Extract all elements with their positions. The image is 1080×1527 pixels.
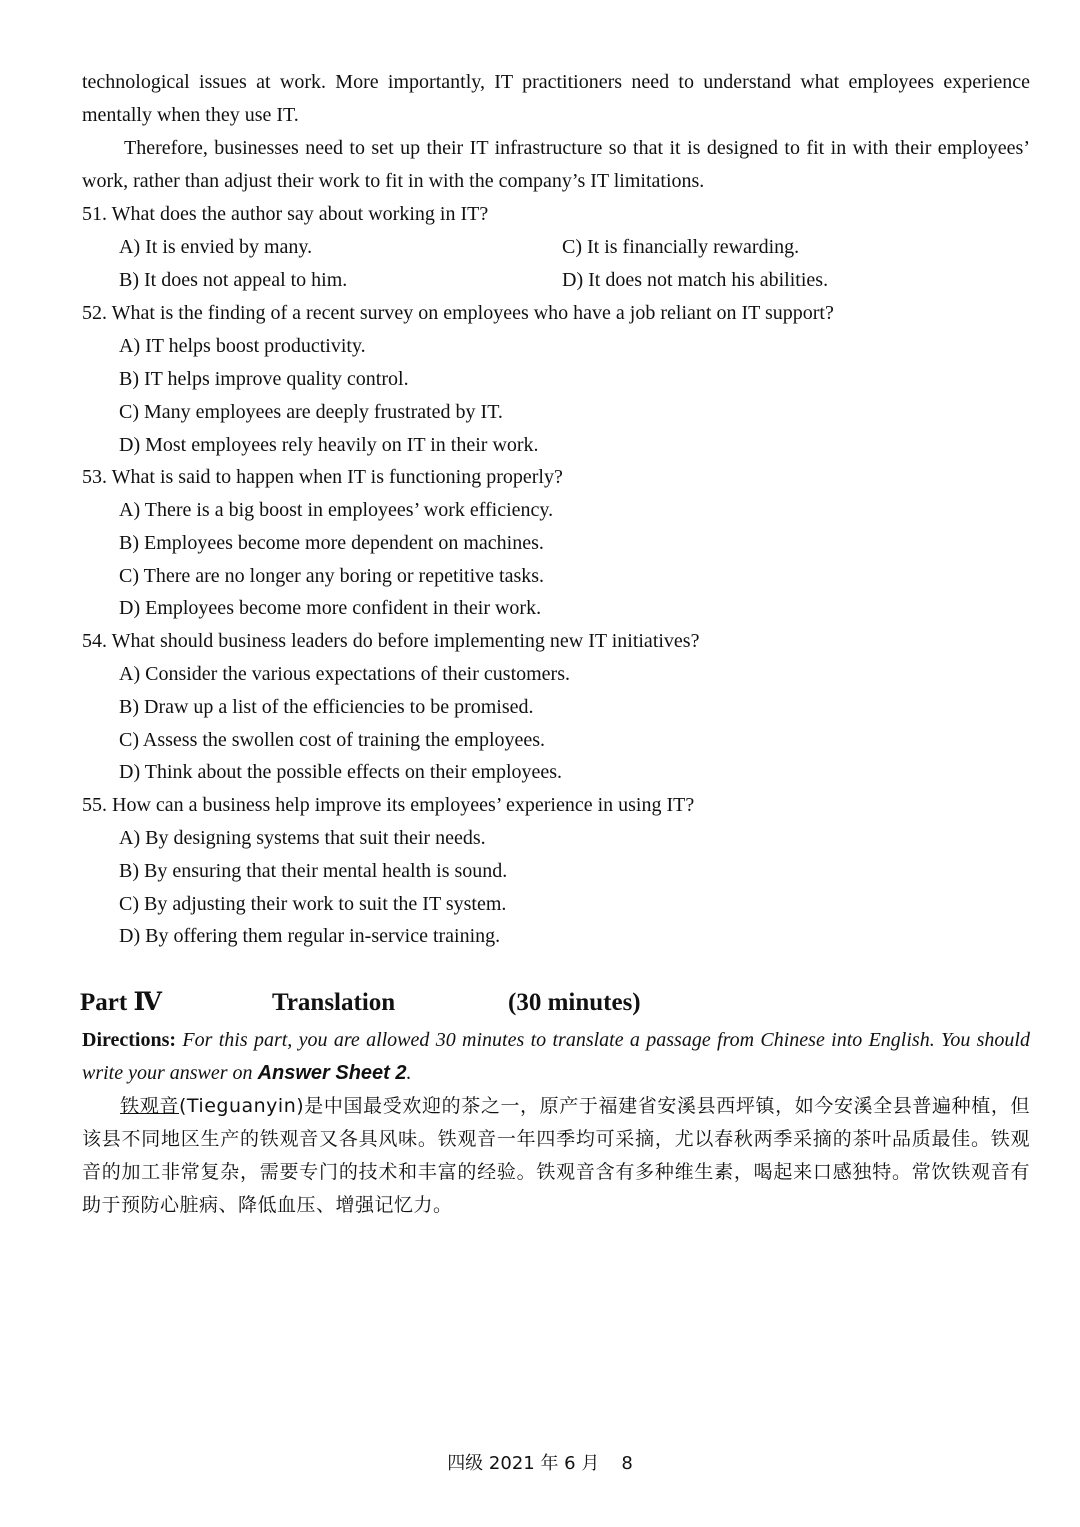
question-number: 52. [82, 302, 107, 324]
directions-label: Directions: [82, 1029, 177, 1051]
question-text: What is the finding of a recent survey on employees who have a job reliant on IT support? [111, 302, 834, 324]
directions-text: For this part, you are allowed 30 minutes to translate a passage from Chinese into English. You should write your answer on [82, 1029, 1030, 1084]
option-52-c[interactable]: C) Many employees are deeply frustrated by IT. [119, 401, 503, 423]
answer-sheet-label: Answer Sheet 2 [257, 1062, 407, 1084]
question-text: What is said to happen when IT is functioning properly? [111, 466, 563, 488]
option-52-b[interactable]: B) IT helps improve quality control. [119, 368, 409, 390]
question-number: 54. [82, 630, 107, 652]
option-54-b[interactable]: B) Draw up a list of the efficiencies to be promised. [119, 696, 534, 718]
question-55-stem [82, 792, 694, 818]
option-55-d[interactable]: D) By offering them regular in-service training. [119, 925, 501, 947]
option-55-a[interactable]: A) By designing systems that suit their needs. [119, 827, 486, 849]
question-51-stem [82, 201, 488, 227]
option-55-c[interactable]: C) By adjusting their work to suit the IT system. [119, 893, 507, 915]
directions [82, 1024, 1030, 1090]
option-54-a[interactable]: A) Consider the various expectations of their customers. [119, 663, 570, 685]
option-53-d[interactable]: D) Employees become more confident in their work. [119, 597, 542, 619]
option-52-d[interactable]: D) Most employees rely heavily on IT in their work. [119, 434, 539, 456]
part-title: Translation [272, 989, 396, 1016]
question-number: 51. [82, 203, 107, 225]
option-51-b[interactable]: B) It does not appeal to him. [119, 269, 348, 291]
page-footer [0, 1452, 1080, 1476]
question-52-stem [82, 300, 834, 326]
question-text: What does the author say about working in IT? [111, 203, 489, 225]
footer-label: 四级 2021 年 6 月 [447, 1453, 600, 1474]
question-number: 55. [82, 794, 107, 816]
option-52-a[interactable]: A) IT helps boost productivity. [119, 335, 366, 357]
option-51-d[interactable]: D) It does not match his abilities. [562, 269, 829, 291]
option-54-d[interactable]: D) Think about the possible effects on their employees. [119, 761, 563, 783]
question-text: How can a business help improve its employees’ experience in using IT? [112, 794, 695, 816]
passage-paragraph-last: Therefore, businesses need to set up their IT infrastructure so that it is designed to fit in with their employees’ work, rather than adjust their work to fit in with the company’s IT limitations. [82, 137, 1030, 192]
question-53-stem [82, 464, 563, 490]
directions-end: . [406, 1062, 412, 1084]
question-text: What should business leaders do before implementing new IT initiatives? [111, 630, 700, 652]
question-54-stem [82, 628, 699, 654]
option-51-c[interactable]: C) It is financially rewarding. [562, 236, 800, 258]
option-53-a[interactable]: A) There is a big boost in employees’ work efficiency. [119, 499, 554, 521]
option-53-c[interactable]: C) There are no longer any boring or repetitive tasks. [119, 565, 545, 587]
question-number: 53. [82, 466, 107, 488]
passage-text: (Tieguanyin)是中国最受欢迎的茶之一，原产于福建省安溪县西坪镇，如今安溪全县普遍种植，但该县不同地区生产的铁观音又各具风味。铁观音一年四季均可采摘，尤以春秋两季采摘的茶叶品质最佳。铁观音的加工非常复杂，需要专门的技术和丰富的经验。铁观音含有多种维生素，喝起来口感独特。常饮铁观音有助于预防心脏病、降低血压、增强记忆力。 [82, 1095, 1030, 1216]
option-55-b[interactable]: B) By ensuring that their mental health is sound. [119, 860, 508, 882]
page-number: 8 [621, 1453, 633, 1474]
chinese-passage [82, 1090, 1030, 1222]
part-label: Part Ⅳ [80, 989, 162, 1016]
passage-term: 铁观音 [120, 1095, 179, 1117]
option-54-c[interactable]: C) Assess the swollen cost of training the employees. [119, 729, 546, 751]
passage-paragraph-end: technological issues at work. More importantly, IT practitioners need to understand what employees experience mentally when they use IT. [82, 71, 1030, 126]
option-53-b[interactable]: B) Employees become more dependent on machines. [119, 532, 544, 554]
option-51-a[interactable]: A) It is envied by many. [119, 236, 313, 258]
part-time: (30 minutes) [508, 989, 641, 1016]
